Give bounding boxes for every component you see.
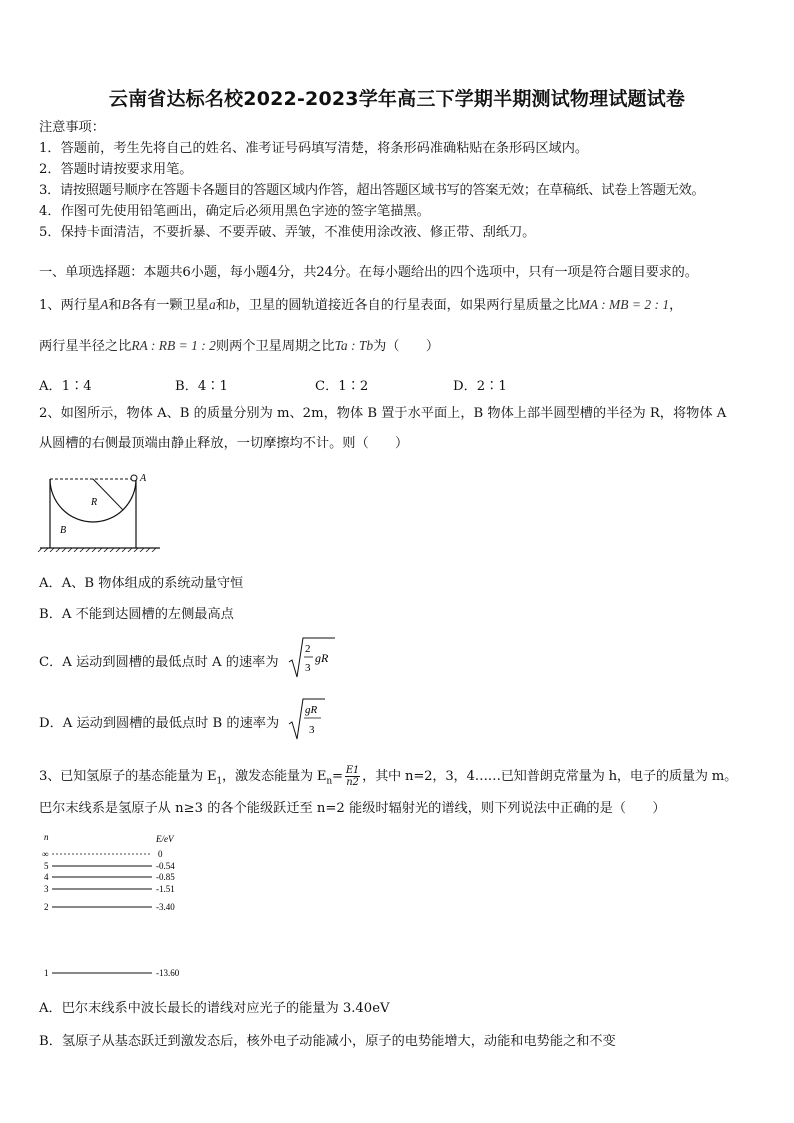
q3-level-n-5: 5 bbox=[44, 861, 49, 871]
q3-line1-eq: = bbox=[331, 769, 343, 784]
q2-option-b: B．A 不能到达圆槽的左侧最高点 bbox=[39, 607, 234, 622]
q2-figure-label-b: B bbox=[60, 525, 67, 536]
q2-line1: 2、如图所示，物体 A、B 的质量分别为 m、2m，物体 B 置于水平面上，B 物体上部半圆型槽的半径为 R，将物体 A bbox=[39, 406, 727, 421]
notice-item-2: 2．答题时请按要求用笔。 bbox=[39, 162, 193, 177]
q1-period-ratio: Ta : Tb bbox=[334, 338, 374, 353]
q3-level-n-2: 2 bbox=[44, 902, 49, 912]
q1-line2 bbox=[39, 337, 439, 356]
notice-item-3: 3．请按照题号顺序在答题卡各题目的答题区域内作答，超出答题区域书写的答案无效；在草稿纸、试卷上答题无效。 bbox=[39, 183, 705, 198]
q3-level-e-2: -3.40 bbox=[156, 902, 175, 912]
q1-text-a: 1、两行星 bbox=[39, 298, 101, 313]
q2-formula-d-sqrt bbox=[287, 697, 327, 743]
q1-text-d: 和 bbox=[215, 298, 229, 313]
q1-text-b: 和 bbox=[108, 298, 122, 313]
q1-text-end: ， bbox=[669, 298, 683, 313]
q2-option-a: A．A、B 物体组成的系统动量守恒 bbox=[39, 576, 244, 591]
q3-level-e-inf: 0 bbox=[158, 849, 163, 859]
q3-level-n-1: 1 bbox=[44, 968, 49, 978]
q3-en-subscript: n bbox=[326, 776, 332, 787]
q1-line1 bbox=[39, 296, 682, 315]
q2-figure-label-r: R bbox=[91, 497, 98, 508]
q2-formula-c-den: 3 bbox=[305, 662, 311, 674]
q3-line1-c: ，其中 n=2，3，4……已知普朗克常量为 h，电子的质量为 m。 bbox=[362, 769, 738, 784]
q1-var-A: A bbox=[100, 297, 109, 312]
q3-diagram-e-header: E/eV bbox=[156, 834, 174, 844]
q3-option-a: A．巴尔末线系中波长最长的谱线对应光子的能量为 3.40eV bbox=[39, 1001, 390, 1016]
q3-line1 bbox=[39, 765, 737, 791]
q2-option-c: C．A 运动到圆槽的最低点时 A 的速率为 bbox=[39, 655, 279, 670]
q1-option-b: B．4∶1 bbox=[175, 379, 228, 394]
q2-figure-semicircle-groove bbox=[36, 470, 166, 552]
q2-formula-c-rest: gR bbox=[315, 651, 329, 665]
q1-option-d: D．2∶1 bbox=[453, 379, 507, 394]
q2-formula-c-sqrt bbox=[287, 636, 337, 680]
q2-figure-ball-a bbox=[131, 475, 137, 481]
notice-item-4: 4．作图可先使用铅笔画出，确定后必须用黑色字迹的签字笔描黑。 bbox=[39, 204, 430, 219]
q1-option-a: A．1∶4 bbox=[39, 379, 92, 394]
q3-energy-level-diagram bbox=[36, 830, 196, 980]
notice-item-1: 1．答题前，考生先将自己的姓名、准考证号码填写清楚，将条形码准确粘贴在条形码区域内。 bbox=[39, 141, 589, 156]
q3-line2: 巴尔末线系是氢原子从 n≥3 的各个能级跃迁至 n=2 能级时辐射光的谱线，则下列说法中正确的是（ ） bbox=[39, 801, 666, 816]
q1-text-e: ，卫星的圆轨道接近各自的行星表面，如果两行星质量之比 bbox=[235, 298, 579, 313]
q3-level-n-inf: ∞ bbox=[42, 849, 49, 859]
q2-line2: 从圆槽的右侧最顶端由静止释放，一切摩擦均不计。则（ ） bbox=[39, 436, 409, 451]
q2-figure-radius-line bbox=[93, 479, 123, 510]
q3-level-e-3: -1.51 bbox=[156, 884, 175, 894]
q2-formula-d-den: 3 bbox=[309, 724, 315, 736]
q3-level-e-4: -0.85 bbox=[156, 872, 175, 882]
q3-level-e-1: -13.60 bbox=[156, 968, 180, 978]
q2-formula-c-num: 2 bbox=[305, 643, 311, 655]
q3-level-e-5: -0.54 bbox=[156, 861, 175, 871]
q3-level-n-3: 3 bbox=[44, 884, 49, 894]
q2-option-d: D．A 运动到圆槽的最低点时 B 的速率为 bbox=[39, 716, 280, 731]
q1-line2-a: 两行星半径之比 bbox=[39, 339, 132, 354]
q1-line2-c: 为（ ） bbox=[373, 339, 440, 354]
q1-var-b: b bbox=[228, 297, 236, 312]
q3-diagram-n-header: n bbox=[44, 832, 49, 842]
section-heading: 一、单项选择题：本题共6小题，每小题4分，共24分。在每小题给出的四个选项中，只有一项是符合题目要求的。 bbox=[39, 265, 698, 280]
q3-level-n-4: 4 bbox=[44, 872, 49, 882]
q3-energy-fraction bbox=[345, 765, 360, 788]
notice-item-5: 5．保持卡面清洁，不要折暴、不要弄破、弄皱，不准使用涂改液、修正带、刮纸刀。 bbox=[39, 225, 536, 240]
q1-line2-b: 则两个卫星周期之比 bbox=[215, 339, 335, 354]
q3-option-b: B．氢原子从基态跃迁到激发态后，核外电子动能减小，原子的电势能增大，动能和电势能之和不变 bbox=[39, 1034, 616, 1049]
q2-figure-label-a: A bbox=[140, 473, 147, 484]
q3-line1-b: ，激发态能量为 E bbox=[222, 769, 327, 784]
q1-radius-ratio: RA : RB = 1 : 2 bbox=[131, 338, 216, 353]
q3-fraction-den: n2 bbox=[346, 777, 359, 788]
q3-e1-subscript: 1 bbox=[216, 776, 222, 787]
q1-var-a: a bbox=[208, 297, 216, 312]
q2-formula-d-num: gR bbox=[305, 704, 318, 716]
page-title: 云南省达标名校2022-2023学年高三下学期半期测试物理试题试卷 bbox=[108, 88, 686, 110]
q1-var-B: B bbox=[121, 297, 130, 312]
q1-mass-ratio: MA : MB = 2 : 1 bbox=[578, 297, 670, 312]
q1-text-c: 各有一颗卫星 bbox=[129, 298, 209, 313]
q3-line1-a: 3、已知氢原子的基态能量为 E bbox=[39, 769, 217, 784]
notice-heading: 注意事项： bbox=[39, 120, 105, 135]
q3-fraction-num: E1 bbox=[345, 765, 360, 776]
q1-option-c: C．1∶2 bbox=[315, 379, 369, 394]
